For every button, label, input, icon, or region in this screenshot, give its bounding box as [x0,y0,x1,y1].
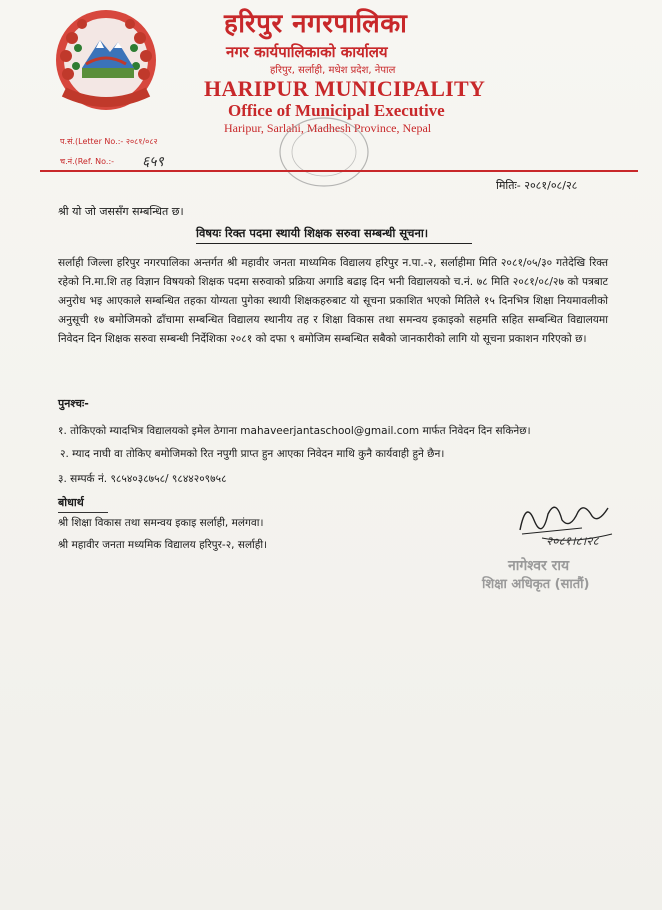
letter-number-label: प.सं.(Letter No.:- २०८१/०८२ [60,137,158,146]
salutation: श्री यो जो जससँग सम्बन्धित छ। [58,205,184,218]
signature-date: २०८१।८।२८ [546,534,599,548]
header-title-np: हरिपुर नगरपालिका [224,9,408,39]
cc-heading: बोधार्थ [58,496,84,509]
cc-recipient: श्री शिक्षा विकास तथा समन्वय इकाइ सर्लाही, मलंगवा। [58,517,264,529]
handwritten-signature [512,490,622,560]
signatory-post: शिक्षा अधिकृत (सातौं) [482,577,590,592]
nepal-emblem-logo [52,8,160,112]
postscript-heading: पुनश्चः- [58,397,89,410]
header-address-np: हरिपुर, सर्लाही, मधेश प्रदेश, नेपाल [270,65,396,76]
reference-number-label: च.नं.(Ref. No.:- [60,157,115,166]
cc-recipient: श्री महावीर जनता मध्यमिक विद्यालय हरिपुर-२, सर्लाही। [58,539,268,551]
header-office-np: नगर कार्यपालिकाको कार्यालय [226,43,388,61]
letter-date: मितिः- २०८१/०८/२८ [496,179,578,192]
postscript-item: २. म्याद नाघी वा तोकिए बमोजिमको रित नपुगी प्राप्त हुन आएका निवेदन माथि कुनै कार्यवाही हुने छैन। [60,448,445,460]
subject-line: विषयः रिक्त पदमा स्थायी शिक्षक सरुवा सम्बन्धी सूचना। [196,226,429,240]
office-stamp [272,112,372,192]
header-divider [40,170,638,172]
header-office-en: Office of Municipal Executive [228,101,445,120]
notice-body: सर्लाही जिल्ला हरिपुर नगरपालिका अन्तर्गत श्री महावीर जनता माध्यमिक विद्यालय हरिपुर न.पा.-२, सर्लाहीमा मिति २०८१/०५/३० गतेदेखि रिक्त रहेको नि.मा.शि तह विज्ञान विषयको शिक्षक पदमा सरुवाको प्रक्रिया अगाडि बढाइ दिन भनी विद्यालयको च.नं. ७८ मिति २०८१/०८/२७ को पत्रबाट अनुरोध भइ आएकाले सम्बन्धित तहका योग्यता पुगेका स्थायी शिक्षकहरुबाट यो सूचना प्रकाशित भएको मितिले १५ दिनभित्र शिक्षा नियमावलीको अनुसूची १७ बमोजिमको ढाँचामा सम्बन्धित विद्यालय स्थानीय तह र शिक्षा विकास तथा समन्वय इकाइको सहमति सहित सम्बन्धित विद्यालयमा निवेदन दिन शिक्षक सरुवा सम्बन्धी निर्देशिका २०८१ को दफा ९ बमोजिम सम्बन्धित सबैको जानकारीको लागि यो सूचना प्रकाशन गरिएको छ। [58,257,608,345]
reference-number-value: ६५९ [142,154,164,170]
signatory-name: नागेश्वर राय [508,558,570,574]
postscript-item: ३. सम्पर्क नं. ९८५४०३८७५८/ ९८४४२०९७५८ [58,473,227,485]
header-title-en: HARIPUR MUNICIPALITY [204,76,486,101]
postscript-item: १. तोकिएको म्यादभित्र विद्यालयको इमेल ठेगाना mahaveerjantaschool@gmail.com मार्फत निवेदन दिन सकिनेछ। [58,425,531,437]
header-address-en: Haripur, Sarlahi, Madhesh Province, Nepal [224,121,432,135]
cc-underline [58,512,108,513]
subject-underline [196,243,472,244]
